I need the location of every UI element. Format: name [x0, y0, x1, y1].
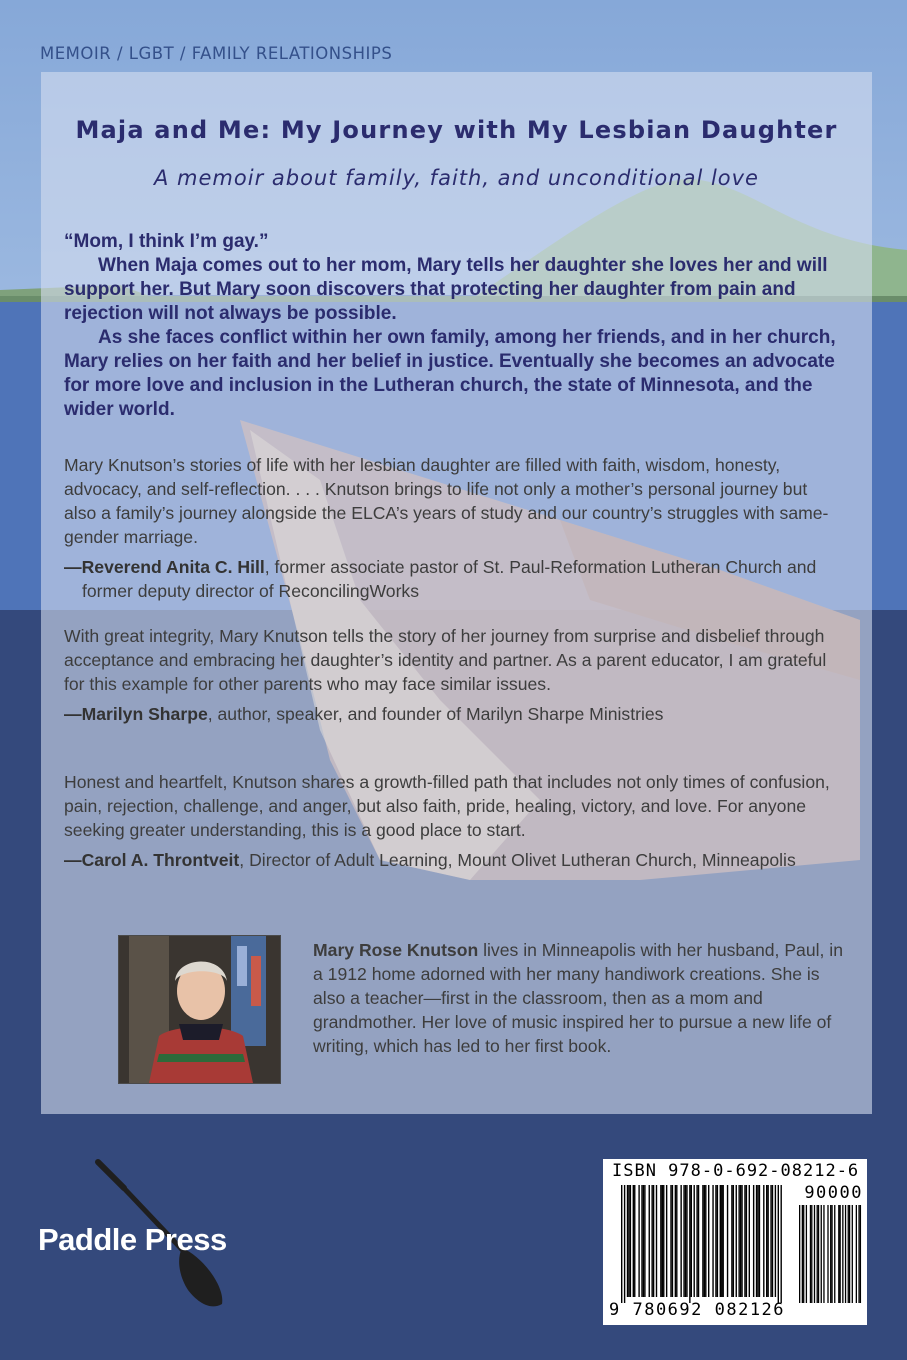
blurb-paragraph-1: When Maja comes out to her mom, Mary tells her daughter she loves her and will support her. But Mary soon discovers that protecting her daughter from pain and rejection will not always be possible.	[64, 255, 828, 324]
barcode-number: 9 780692 082126	[609, 1300, 786, 1320]
reviewer-role: , Director of Adult Learning, Mount Olivet Lutheran Church, Minneapolis	[239, 850, 796, 870]
review-attribution	[64, 702, 844, 726]
reviewer-role: , author, speaker, and founder of Marilyn Sharpe Ministries	[207, 704, 664, 724]
review-text: With great integrity, Mary Knutson tells the story of her journey from surprise and disbelief through acceptance and embracing her daughter’s identity and partner. As a parent educator, I am grateful for this example for other parents who may face similar issues.	[64, 626, 827, 694]
book-title: Maja and Me: My Journey with My Lesbian Daughter	[75, 116, 838, 144]
author-bio-text: lives in Minneapolis with her husband, Paul, in a 1912 home adorned with her many handiwork creations. She is also a teacher—first in the classroom, then as a mom and grandmother. Her love of music inspired her to pursue a new life of writing, which has led to her first book.	[313, 940, 844, 1056]
publisher-logo: Paddle Press	[38, 1222, 227, 1257]
review-1	[64, 453, 844, 603]
barcode	[603, 1159, 867, 1325]
review-text: Mary Knutson’s stories of life with her lesbian daughter are filled with faith, wisdom, honesty, advocacy, and self-reflection. . . . Knutson brings to life not only a mother’s personal journey but also a family’s journey alongside the ELCA’s years of study and our country’s struggles with same-gender marriage.	[64, 455, 829, 547]
author-photo	[118, 935, 281, 1084]
review-2	[64, 624, 844, 726]
review-attribution	[64, 848, 844, 872]
reviewer-name: —Marilyn Sharpe	[64, 704, 208, 724]
category-label: MEMOIR / LGBT / FAMILY RELATIONSHIPS	[40, 44, 393, 63]
book-blurb	[64, 230, 864, 422]
book-subtitle: A memoir about family, faith, and unconditional love	[154, 166, 759, 190]
isbn-label: ISBN 978-0-692-08212-6	[612, 1161, 860, 1181]
barcode-addon: 90000	[804, 1183, 863, 1203]
blurb-paragraph-2: As she faces conflict within her own family, among her friends, and in her church, Mary relies on her faith and her belief in justice. Eventually she becomes an advocate for more love and inclusion in the Lutheran church, the state of Minnesota, and the wider world.	[64, 327, 836, 420]
blurb-quote: “Mom, I think I’m gay.”	[64, 231, 269, 252]
review-attribution	[64, 555, 844, 603]
reviewer-role: , former associate pastor of St. Paul-Reformation Lutheran Church and former deputy director of ReconcilingWorks	[82, 557, 817, 601]
reviewer-name: —Carol A. Throntveit	[64, 850, 240, 870]
author-bio	[313, 938, 853, 1058]
review-3	[64, 770, 844, 872]
author-name: Mary Rose Knutson	[313, 940, 479, 960]
reviewer-name: —Reverend Anita C. Hill	[64, 557, 265, 577]
review-text: Honest and heartfelt, Knutson shares a growth-filled path that includes not only times of confusion, pain, rejection, challenge, and anger, but also faith, pride, healing, victory, and love. For anyone seeking greater understanding, this is a good place to start.	[64, 772, 830, 840]
